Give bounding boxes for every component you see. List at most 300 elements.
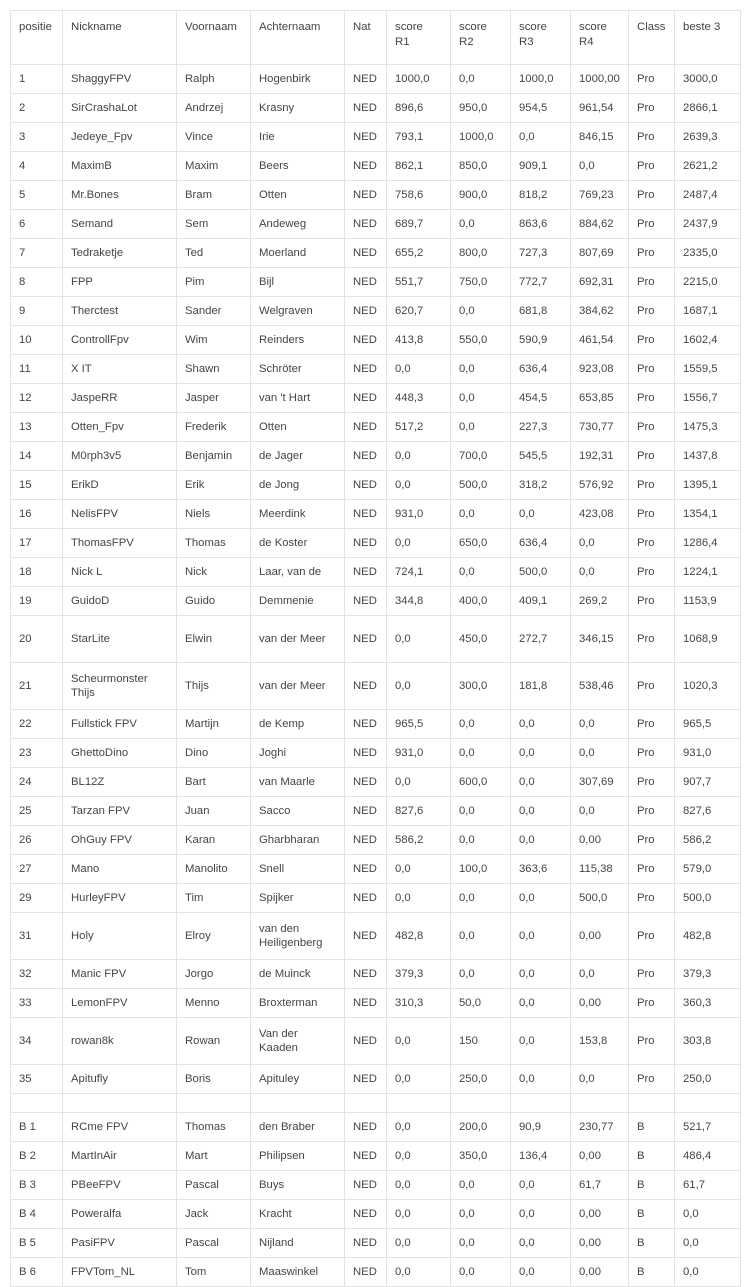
table-row[interactable] <box>11 768 741 797</box>
cell-beste3: 379,3 <box>675 960 741 989</box>
cell-beste3: 2335,0 <box>675 239 741 268</box>
cell-r1: 0,0 <box>387 1229 451 1258</box>
table-row[interactable] <box>11 268 741 297</box>
column-header-label: Voornaam <box>185 21 237 33</box>
cell-r3: 409,1 <box>511 587 571 616</box>
cell-nickname: JaspeRR <box>63 384 177 413</box>
cell-nickname: Mano <box>63 855 177 884</box>
cell-r4: 192,31 <box>571 442 629 471</box>
cell-nat: NED <box>345 616 387 663</box>
cell-nickname: FPVTom_NL <box>63 1258 177 1287</box>
cell-r4: 346,15 <box>571 616 629 663</box>
column-header-class[interactable] <box>629 11 675 65</box>
cell-positie: 10 <box>11 326 63 355</box>
cell-positie: 29 <box>11 884 63 913</box>
cell-r3: 0,0 <box>511 1171 571 1200</box>
cell-r2: 150 <box>451 1018 511 1065</box>
cell-achternaam: Sacco <box>251 797 345 826</box>
cell-beste3: 1559,5 <box>675 355 741 384</box>
table-row[interactable] <box>11 471 741 500</box>
cell-r1: 0,0 <box>387 1200 451 1229</box>
cell-class: Pro <box>629 884 675 913</box>
cell-achternaam: Otten <box>251 413 345 442</box>
cell-class: Pro <box>629 355 675 384</box>
cell-beste3: 1556,7 <box>675 384 741 413</box>
cell-voornaam: Nick <box>177 558 251 587</box>
cell-achternaam: Krasny <box>251 94 345 123</box>
table-row[interactable] <box>11 1229 741 1258</box>
cell-nickname: Holy <box>63 913 177 960</box>
cell-positie: 33 <box>11 989 63 1018</box>
cell-voornaam: Pascal <box>177 1229 251 1258</box>
cell-achternaam: Irie <box>251 123 345 152</box>
cell-r1: 0,0 <box>387 884 451 913</box>
cell-r4: 230,77 <box>571 1113 629 1142</box>
cell-class: Pro <box>629 471 675 500</box>
cell-positie: B 5 <box>11 1229 63 1258</box>
cell-r4: 846,15 <box>571 123 629 152</box>
table-row[interactable] <box>11 500 741 529</box>
table-row[interactable] <box>11 1113 741 1142</box>
cell-r2: 0,0 <box>451 297 511 326</box>
cell-r1: 931,0 <box>387 739 451 768</box>
cell-voornaam: Guido <box>177 587 251 616</box>
cell-class: Pro <box>629 268 675 297</box>
cell-r3: 863,6 <box>511 210 571 239</box>
cell-achternaam: Beers <box>251 152 345 181</box>
separator-cell <box>675 1094 741 1113</box>
table-header <box>11 11 741 65</box>
table-row[interactable] <box>11 529 741 558</box>
table-row[interactable] <box>11 384 741 413</box>
cell-voornaam: Andrzej <box>177 94 251 123</box>
column-header-voornaam[interactable] <box>177 11 251 65</box>
table-row[interactable] <box>11 123 741 152</box>
cell-achternaam: de Muinck <box>251 960 345 989</box>
cell-r4: 307,69 <box>571 768 629 797</box>
cell-class: Pro <box>629 326 675 355</box>
cell-nickname: StarLite <box>63 616 177 663</box>
table-row[interactable] <box>11 616 741 663</box>
cell-r2: 200,0 <box>451 1113 511 1142</box>
cell-nickname: BL12Z <box>63 768 177 797</box>
cell-voornaam: Erik <box>177 471 251 500</box>
cell-positie: 15 <box>11 471 63 500</box>
table-row[interactable] <box>11 1018 741 1065</box>
cell-positie: 3 <box>11 123 63 152</box>
cell-nat: NED <box>345 1065 387 1094</box>
cell-class: B <box>629 1258 675 1287</box>
cell-r2: 1000,0 <box>451 123 511 152</box>
cell-class: Pro <box>629 413 675 442</box>
cell-r4: 807,69 <box>571 239 629 268</box>
cell-r1: 482,8 <box>387 913 451 960</box>
column-header-achternaam[interactable] <box>251 11 345 65</box>
column-header-positie[interactable] <box>11 11 63 65</box>
column-header-r4[interactable] <box>571 11 629 65</box>
cell-r4: 0,0 <box>571 797 629 826</box>
table-row[interactable] <box>11 989 741 1018</box>
cell-r1: 517,2 <box>387 413 451 442</box>
cell-voornaam: Thomas <box>177 1113 251 1142</box>
cell-positie: B 1 <box>11 1113 63 1142</box>
cell-r1: 793,1 <box>387 123 451 152</box>
cell-nat: NED <box>345 210 387 239</box>
cell-r4: 923,08 <box>571 355 629 384</box>
cell-r2: 250,0 <box>451 1065 511 1094</box>
cell-nat: NED <box>345 739 387 768</box>
cell-positie: B 2 <box>11 1142 63 1171</box>
cell-r3: 0,0 <box>511 768 571 797</box>
cell-positie: 21 <box>11 663 63 710</box>
cell-beste3: 521,7 <box>675 1113 741 1142</box>
cell-r1: 655,2 <box>387 239 451 268</box>
table-row[interactable] <box>11 413 741 442</box>
cell-positie: 9 <box>11 297 63 326</box>
column-header-label: score <box>395 21 423 33</box>
cell-positie: 6 <box>11 210 63 239</box>
cell-beste3: 2487,4 <box>675 181 741 210</box>
table-row[interactable] <box>11 960 741 989</box>
cell-achternaam: Nijland <box>251 1229 345 1258</box>
cell-r4: 576,92 <box>571 471 629 500</box>
cell-nat: NED <box>345 960 387 989</box>
cell-nickname: GhettoDino <box>63 739 177 768</box>
table-row[interactable] <box>11 1065 741 1094</box>
cell-beste3: 61,7 <box>675 1171 741 1200</box>
cell-voornaam: Bram <box>177 181 251 210</box>
cell-voornaam: Mart <box>177 1142 251 1171</box>
cell-beste3: 250,0 <box>675 1065 741 1094</box>
cell-class: Pro <box>629 558 675 587</box>
cell-achternaam: Meerdink <box>251 500 345 529</box>
cell-nat: NED <box>345 797 387 826</box>
cell-voornaam: Maxim <box>177 152 251 181</box>
cell-class: Pro <box>629 797 675 826</box>
table-row[interactable] <box>11 1258 741 1287</box>
column-header-nat[interactable] <box>345 11 387 65</box>
cell-nat: NED <box>345 884 387 913</box>
cell-r4: 538,46 <box>571 663 629 710</box>
cell-r3: 454,5 <box>511 384 571 413</box>
cell-r4: 0,00 <box>571 1142 629 1171</box>
cell-achternaam: Moerland <box>251 239 345 268</box>
table-row[interactable] <box>11 181 741 210</box>
cell-achternaam: Welgraven <box>251 297 345 326</box>
cell-positie: 4 <box>11 152 63 181</box>
column-header-nickname[interactable] <box>63 11 177 65</box>
cell-nickname: Nick L <box>63 558 177 587</box>
cell-r4: 0,00 <box>571 826 629 855</box>
cell-r2: 500,0 <box>451 471 511 500</box>
cell-voornaam: Martijn <box>177 710 251 739</box>
column-header-sublabel: R3 <box>519 35 534 48</box>
cell-nickname: HurleyFPV <box>63 884 177 913</box>
cell-nickname: SirCrashaLot <box>63 94 177 123</box>
cell-nat: NED <box>345 384 387 413</box>
cell-class: Pro <box>629 239 675 268</box>
cell-nickname: ShaggyFPV <box>63 65 177 94</box>
cell-voornaam: Frederik <box>177 413 251 442</box>
cell-r2: 0,0 <box>451 413 511 442</box>
column-header-sublabel: R4 <box>579 35 594 48</box>
cell-voornaam: Juan <box>177 797 251 826</box>
cell-r3: 0,0 <box>511 826 571 855</box>
cell-voornaam: Elwin <box>177 616 251 663</box>
cell-beste3: 1602,4 <box>675 326 741 355</box>
table-row[interactable] <box>11 663 741 710</box>
cell-voornaam: Rowan <box>177 1018 251 1065</box>
cell-beste3: 360,3 <box>675 989 741 1018</box>
cell-achternaam: Bijl <box>251 268 345 297</box>
cell-class: B <box>629 1142 675 1171</box>
cell-positie: 13 <box>11 413 63 442</box>
cell-achternaam: den Braber <box>251 1113 345 1142</box>
cell-nickname: Semand <box>63 210 177 239</box>
cell-r2: 0,0 <box>451 210 511 239</box>
cell-r2: 0,0 <box>451 65 511 94</box>
cell-class: Pro <box>629 210 675 239</box>
cell-nat: NED <box>345 297 387 326</box>
cell-r1: 310,3 <box>387 989 451 1018</box>
cell-r3: 0,0 <box>511 797 571 826</box>
table-row[interactable] <box>11 558 741 587</box>
cell-positie: 31 <box>11 913 63 960</box>
cell-achternaam: Apituley <box>251 1065 345 1094</box>
cell-r2: 850,0 <box>451 152 511 181</box>
table-row[interactable] <box>11 826 741 855</box>
cell-r3: 181,8 <box>511 663 571 710</box>
cell-class: Pro <box>629 181 675 210</box>
cell-r1: 0,0 <box>387 768 451 797</box>
cell-voornaam: Wim <box>177 326 251 355</box>
cell-r1: 0,0 <box>387 663 451 710</box>
cell-nickname: X IT <box>63 355 177 384</box>
cell-positie: 25 <box>11 797 63 826</box>
table-row[interactable] <box>11 297 741 326</box>
cell-beste3: 1286,4 <box>675 529 741 558</box>
cell-achternaam: Spijker <box>251 884 345 913</box>
cell-voornaam: Elroy <box>177 913 251 960</box>
cell-r2: 0,0 <box>451 500 511 529</box>
cell-r2: 50,0 <box>451 989 511 1018</box>
cell-nickname: ThomasFPV <box>63 529 177 558</box>
cell-achternaam: de Koster <box>251 529 345 558</box>
cell-nickname: PasiFPV <box>63 1229 177 1258</box>
cell-nat: NED <box>345 1229 387 1258</box>
table-row[interactable] <box>11 94 741 123</box>
cell-nickname: rowan8k <box>63 1018 177 1065</box>
cell-r4: 961,54 <box>571 94 629 123</box>
cell-achternaam: Van der Kaaden <box>251 1018 345 1065</box>
column-header-beste3[interactable] <box>675 11 741 65</box>
cell-beste3: 2866,1 <box>675 94 741 123</box>
cell-class: Pro <box>629 739 675 768</box>
cell-r1: 586,2 <box>387 826 451 855</box>
cell-r1: 931,0 <box>387 500 451 529</box>
cell-nickname: LemonFPV <box>63 989 177 1018</box>
cell-r2: 400,0 <box>451 587 511 616</box>
table-row[interactable] <box>11 884 741 913</box>
cell-beste3: 1475,3 <box>675 413 741 442</box>
column-header-r2[interactable] <box>451 11 511 65</box>
cell-class: Pro <box>629 710 675 739</box>
table-row[interactable] <box>11 210 741 239</box>
table-row[interactable] <box>11 710 741 739</box>
cell-voornaam: Dino <box>177 739 251 768</box>
cell-positie: 20 <box>11 616 63 663</box>
separator-cell <box>571 1094 629 1113</box>
column-header-label: score <box>579 21 607 33</box>
separator-cell <box>63 1094 177 1113</box>
cell-r2: 0,0 <box>451 355 511 384</box>
cell-positie: 1 <box>11 65 63 94</box>
cell-voornaam: Menno <box>177 989 251 1018</box>
cell-r4: 0,00 <box>571 989 629 1018</box>
cell-beste3: 586,2 <box>675 826 741 855</box>
cell-r4: 0,0 <box>571 739 629 768</box>
column-header-label: Nickname <box>71 21 122 33</box>
cell-positie: 32 <box>11 960 63 989</box>
cell-voornaam: Thomas <box>177 529 251 558</box>
cell-r1: 379,3 <box>387 960 451 989</box>
column-header-r1[interactable] <box>387 11 451 65</box>
cell-r1: 758,6 <box>387 181 451 210</box>
cell-class: Pro <box>629 442 675 471</box>
cell-r1: 0,0 <box>387 855 451 884</box>
cell-class: B <box>629 1171 675 1200</box>
cell-r4: 0,0 <box>571 558 629 587</box>
cell-beste3: 2437,9 <box>675 210 741 239</box>
cell-r2: 350,0 <box>451 1142 511 1171</box>
cell-class: Pro <box>629 960 675 989</box>
cell-achternaam: Andeweg <box>251 210 345 239</box>
cell-r4: 0,0 <box>571 1065 629 1094</box>
cell-positie: 35 <box>11 1065 63 1094</box>
table-row[interactable] <box>11 913 741 960</box>
column-header-label: score <box>459 21 487 33</box>
cell-nickname: OhGuy FPV <box>63 826 177 855</box>
cell-r3: 727,3 <box>511 239 571 268</box>
cell-beste3: 931,0 <box>675 739 741 768</box>
cell-voornaam: Ralph <box>177 65 251 94</box>
cell-nat: NED <box>345 710 387 739</box>
cell-r3: 0,0 <box>511 123 571 152</box>
cell-r1: 0,0 <box>387 1018 451 1065</box>
cell-r4: 653,85 <box>571 384 629 413</box>
cell-class: Pro <box>629 855 675 884</box>
cell-achternaam: de Kemp <box>251 710 345 739</box>
cell-r2: 0,0 <box>451 1229 511 1258</box>
cell-r1: 0,0 <box>387 442 451 471</box>
table-row[interactable] <box>11 326 741 355</box>
table-body <box>11 65 741 1287</box>
cell-nat: NED <box>345 1018 387 1065</box>
separator-cell <box>177 1094 251 1113</box>
cell-nat: NED <box>345 587 387 616</box>
cell-nat: NED <box>345 1113 387 1142</box>
cell-r3: 1000,0 <box>511 65 571 94</box>
cell-class: Pro <box>629 297 675 326</box>
table-row[interactable] <box>11 65 741 94</box>
cell-beste3: 1437,8 <box>675 442 741 471</box>
cell-r3: 681,8 <box>511 297 571 326</box>
table-row[interactable] <box>11 855 741 884</box>
cell-positie: 8 <box>11 268 63 297</box>
cell-r2: 0,0 <box>451 710 511 739</box>
cell-nickname: Tarzan FPV <box>63 797 177 826</box>
table-row[interactable] <box>11 587 741 616</box>
cell-positie: 18 <box>11 558 63 587</box>
cell-class: Pro <box>629 94 675 123</box>
table-row[interactable] <box>11 239 741 268</box>
cell-r1: 413,8 <box>387 326 451 355</box>
table-row[interactable] <box>11 355 741 384</box>
table-row[interactable] <box>11 797 741 826</box>
cell-r3: 0,0 <box>511 710 571 739</box>
cell-nat: NED <box>345 500 387 529</box>
table-row[interactable] <box>11 1200 741 1229</box>
cell-nat: NED <box>345 855 387 884</box>
cell-r3: 0,0 <box>511 913 571 960</box>
table-row[interactable] <box>11 152 741 181</box>
cell-beste3: 500,0 <box>675 884 741 913</box>
cell-r4: 153,8 <box>571 1018 629 1065</box>
cell-r3: 0,0 <box>511 739 571 768</box>
cell-positie: 22 <box>11 710 63 739</box>
separator-cell <box>345 1094 387 1113</box>
table-row[interactable] <box>11 1142 741 1171</box>
table-row[interactable] <box>11 1171 741 1200</box>
cell-voornaam: Tim <box>177 884 251 913</box>
cell-r4: 0,0 <box>571 152 629 181</box>
cell-voornaam: Shawn <box>177 355 251 384</box>
cell-positie: B 3 <box>11 1171 63 1200</box>
header-row <box>11 11 741 65</box>
cell-r3: 909,1 <box>511 152 571 181</box>
cell-r4: 0,0 <box>571 710 629 739</box>
cell-r1: 724,1 <box>387 558 451 587</box>
cell-voornaam: Thijs <box>177 663 251 710</box>
cell-nickname: ErikD <box>63 471 177 500</box>
cell-achternaam: Snell <box>251 855 345 884</box>
column-header-sublabel: R2 <box>459 35 474 48</box>
cell-achternaam: Maaswinkel <box>251 1258 345 1287</box>
cell-class: Pro <box>629 663 675 710</box>
table-row[interactable] <box>11 442 741 471</box>
cell-r1: 344,8 <box>387 587 451 616</box>
cell-voornaam: Karan <box>177 826 251 855</box>
column-header-r3[interactable] <box>511 11 571 65</box>
cell-r1: 0,0 <box>387 1142 451 1171</box>
cell-class: Pro <box>629 152 675 181</box>
cell-achternaam: Kracht <box>251 1200 345 1229</box>
cell-r1: 0,0 <box>387 616 451 663</box>
cell-nat: NED <box>345 1258 387 1287</box>
cell-class: B <box>629 1113 675 1142</box>
cell-r3: 363,6 <box>511 855 571 884</box>
table-row[interactable] <box>11 739 741 768</box>
cell-nat: NED <box>345 529 387 558</box>
cell-r4: 115,38 <box>571 855 629 884</box>
cell-r4: 269,2 <box>571 587 629 616</box>
cell-nickname: MaximB <box>63 152 177 181</box>
cell-achternaam: Schröter <box>251 355 345 384</box>
cell-r4: 461,54 <box>571 326 629 355</box>
cell-voornaam: Pim <box>177 268 251 297</box>
cell-r3: 772,7 <box>511 268 571 297</box>
cell-r3: 636,4 <box>511 529 571 558</box>
